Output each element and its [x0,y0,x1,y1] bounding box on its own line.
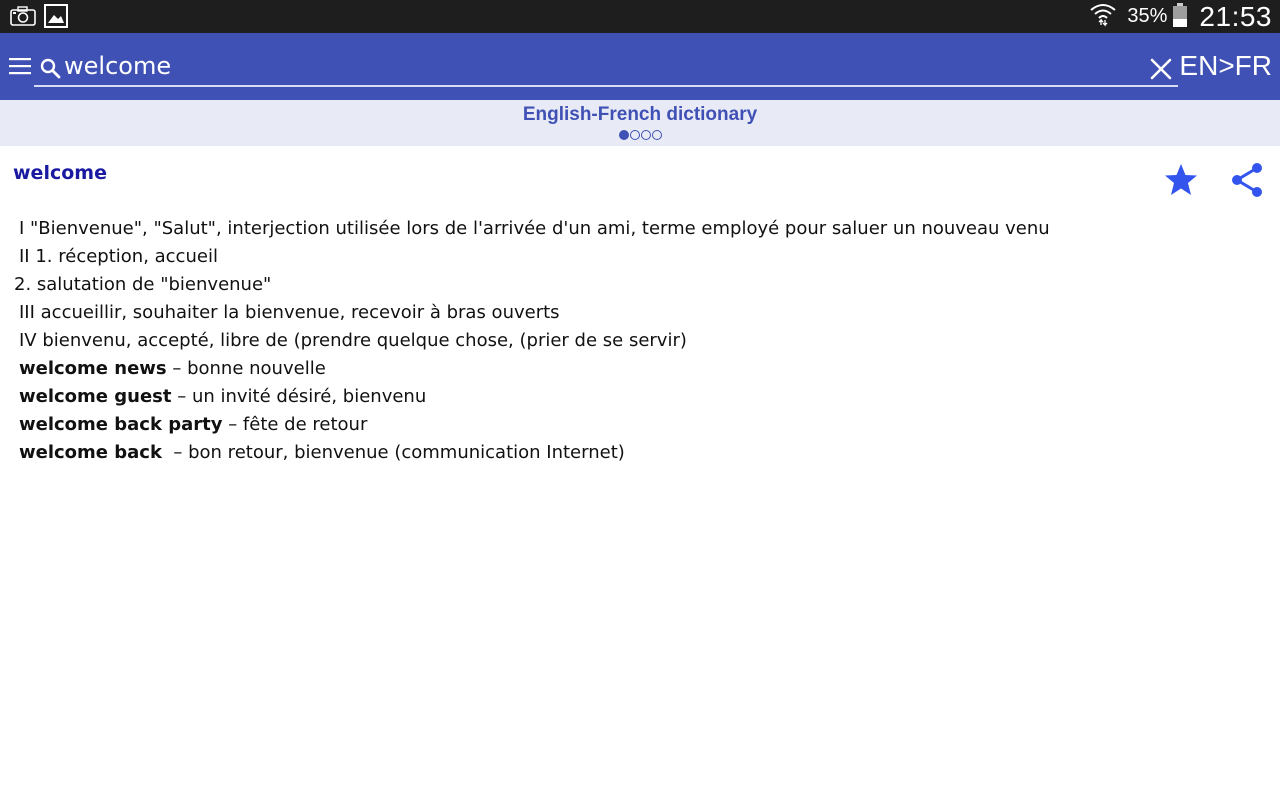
system-status [1089,0,1272,33]
hamburger-menu-icon [8,55,32,77]
search-icon [39,57,63,85]
search-input[interactable] [64,49,1134,83]
phrase-gloss: – bon retour, bienvenue (communication Internet) [161,442,625,463]
notification-icons [10,4,68,32]
menu-button[interactable] [8,55,32,77]
page-indicator[interactable] [0,130,1280,140]
phrase-term: welcome guest [19,386,172,407]
battery-percent: 35% [1127,5,1168,27]
page-dot[interactable] [652,130,662,140]
headword: welcome [13,162,107,184]
image-icon [44,4,68,32]
app-bar [0,33,1280,100]
phrase-term: welcome back party [19,414,223,435]
entry-definition [0,215,1260,467]
phrase-gloss: – fête de retour [222,414,368,435]
clock: 21:53 [1199,0,1272,32]
phrase-term: welcome news [19,358,167,379]
definition-line: III accueillir, souhaiter la bienvenue, recevoir à bras ouverts [19,302,560,323]
favorite-button[interactable] [1163,162,1199,198]
dictionary-header [0,100,1280,146]
phrase-line [0,355,1260,383]
share-icon [1229,162,1265,198]
status-bar [0,0,1280,33]
share-button[interactable] [1229,162,1265,198]
search-bar [34,47,1178,87]
close-icon [1149,57,1173,81]
definition-line: IV bienvenu, accepté, libre de (prendre quelque chose, (prier de se servir) [19,330,687,351]
phrase-gloss: – un invité désiré, bienvenu [171,386,427,407]
camera-icon [10,6,36,30]
definition-line: I "Bienvenue", "Salut", interjection utilisée lors de l'arrivée d'un ami, terme employé pour saluer un nouveau venu [19,218,1050,239]
star-icon [1163,162,1199,198]
phrase-line [0,411,1260,439]
clear-search-button[interactable] [1149,57,1173,81]
definition-line: 2. salutation de "bienvenue" [14,274,272,295]
page-dot[interactable] [630,130,640,140]
battery-icon [1173,3,1187,31]
page-dot[interactable] [641,130,651,140]
definition-line: II 1. réception, accueil [19,246,218,267]
phrase-term: welcome back [19,442,162,463]
phrase-gloss: – bonne nouvelle [166,358,326,379]
wifi-icon [1089,1,1117,33]
phrase-line [0,383,1260,411]
phrase-line [0,439,1260,467]
language-pair-button[interactable]: EN>FR [1179,50,1272,81]
page-dot[interactable] [619,130,629,140]
dictionary-title: English-French dictionary [522,104,758,125]
